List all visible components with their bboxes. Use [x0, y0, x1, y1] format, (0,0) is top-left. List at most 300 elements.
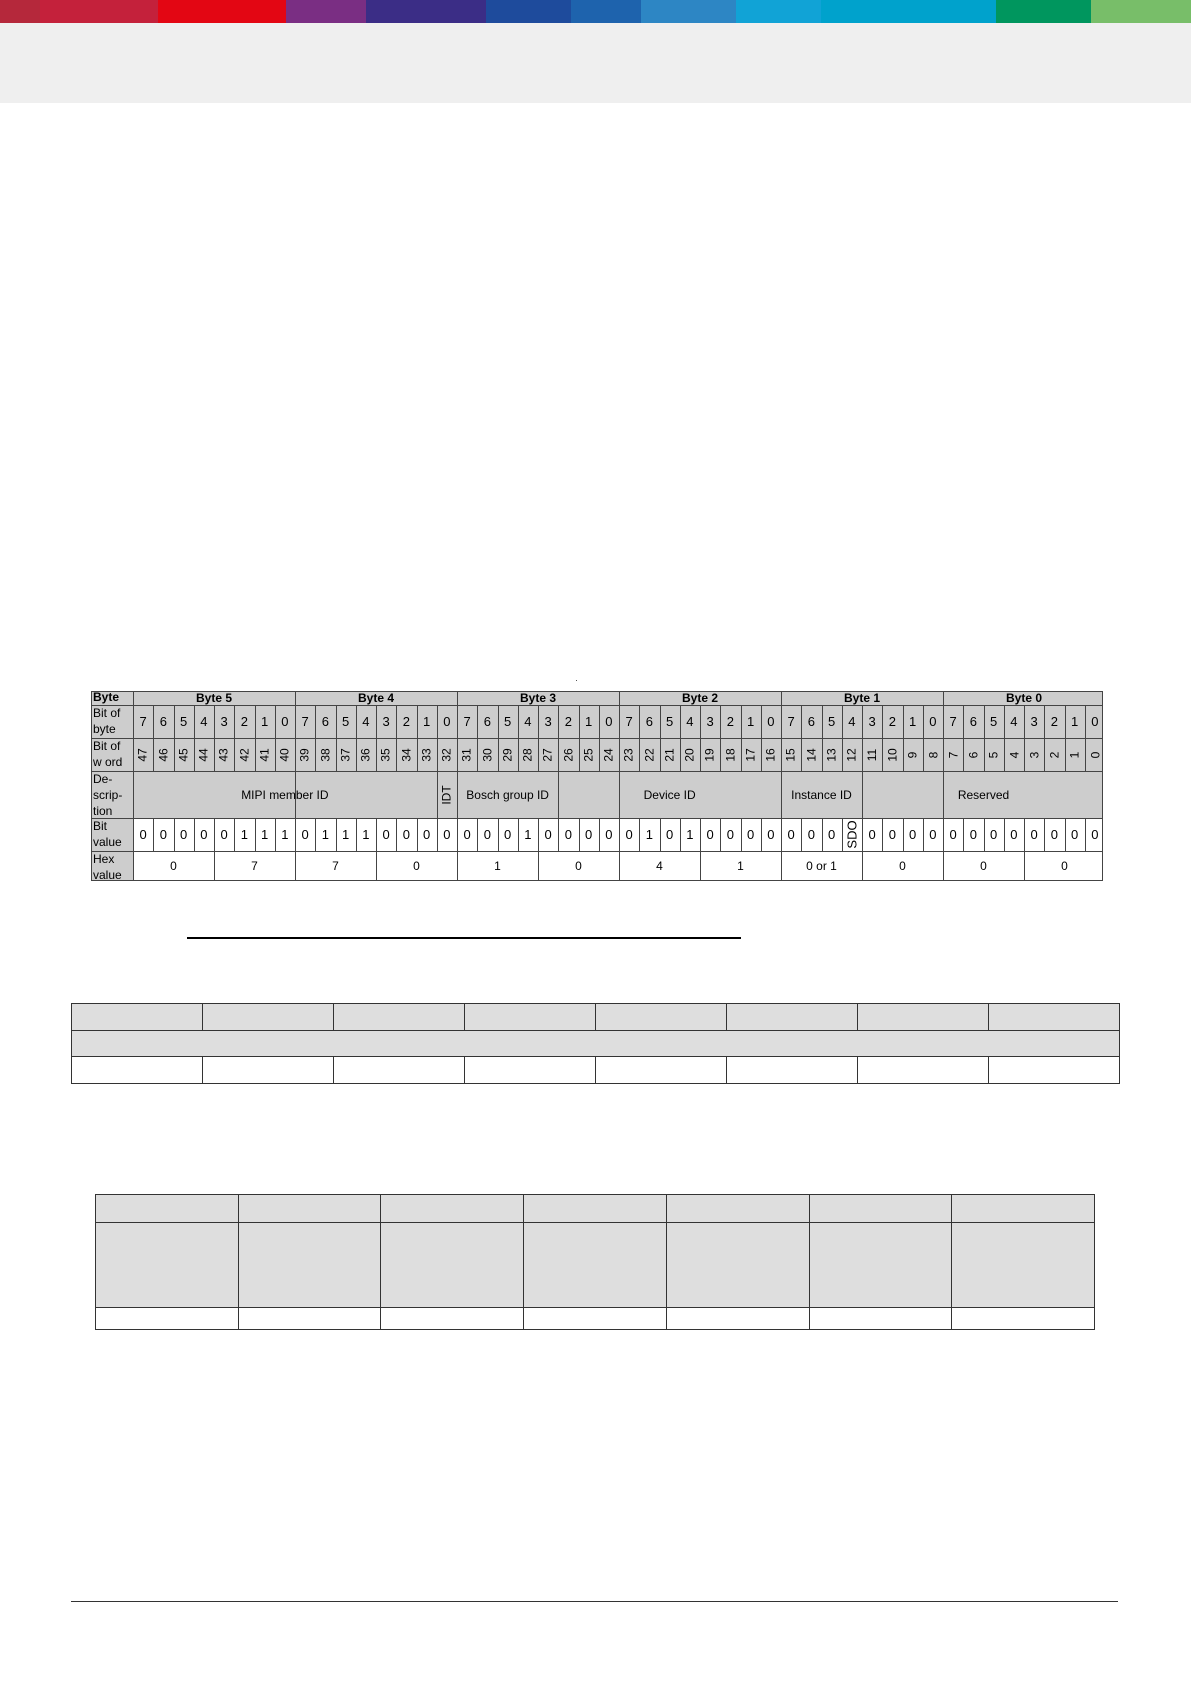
bit-of-byte-cell: 3 [1030, 714, 1038, 729]
row-label-bit-value: Bit value [93, 819, 122, 849]
bit-of-byte-cell: 2 [726, 714, 734, 729]
bit-value: 0 [767, 827, 775, 842]
bit-of-word-cell [781, 738, 801, 771]
hex-value-cell: 0 [899, 859, 906, 873]
stripe-segment [571, 0, 641, 23]
bit-of-byte-cell: 4 [362, 714, 370, 729]
bit-value-cell [720, 818, 740, 851]
table-row [72, 1031, 1120, 1057]
table-cell [989, 1057, 1120, 1084]
hex-value-cell: 0 [170, 859, 177, 873]
bit-value-cell [295, 818, 315, 851]
row-label-description: De- scrip- tion [93, 772, 123, 818]
bit-of-word-value: 0 [1087, 751, 1102, 758]
byte-header: Byte 2 [681, 691, 719, 705]
table-cell [238, 1308, 381, 1330]
bit-value: 1 [342, 827, 350, 842]
bit-of-byte-cell: 1 [585, 714, 593, 729]
bit-value: 0 [585, 827, 593, 842]
table-cell [238, 1195, 381, 1223]
bit-value-cell [599, 818, 619, 851]
bit-value-cell [437, 818, 457, 851]
bit-of-byte-cell: 7 [301, 714, 309, 729]
bit-of-byte-cell: 0 [767, 714, 775, 729]
bit-of-word-cell [741, 738, 761, 771]
bit-of-word-value: 12 [844, 747, 859, 762]
bit-of-word-cell [882, 738, 902, 771]
bit-value-cell [174, 818, 194, 851]
bit-value: 0 [706, 827, 714, 842]
stripe-segment [0, 0, 40, 23]
register-table-7-columns [95, 1194, 1095, 1330]
bit-of-word-cell [194, 738, 214, 771]
bit-of-byte-cell: 5 [180, 714, 188, 729]
bit-value: 1 [524, 827, 532, 842]
bit-value: 0 [463, 827, 471, 842]
bit-value-cell [862, 818, 882, 851]
bit-of-word-value: 45 [176, 747, 191, 762]
table-cell [952, 1223, 1095, 1308]
bit-of-byte-cell: 4 [1010, 714, 1018, 729]
bit-value-cell [984, 818, 1004, 851]
bit-of-word-cell [599, 738, 619, 771]
bit-value: 0 [807, 827, 815, 842]
bit-value: 0 [1010, 827, 1018, 842]
bit-of-word-cell [660, 738, 680, 771]
bit-of-byte-cell: 0 [281, 714, 289, 729]
bit-value: 0 [382, 827, 390, 842]
bit-of-byte-cell: 4 [686, 714, 694, 729]
bit-value-cell [842, 818, 862, 851]
bit-of-byte-cell: 6 [483, 714, 491, 729]
stripe-segment [286, 0, 366, 23]
bit-value: 1 [645, 827, 653, 842]
bit-of-byte-cell: 7 [463, 714, 471, 729]
stripe-segment [736, 0, 821, 23]
table-cell [858, 1057, 989, 1084]
bit-of-byte-cell: 0 [443, 714, 451, 729]
bit-of-byte-cell: 2 [240, 714, 248, 729]
bit-value-cell [761, 818, 781, 851]
bit-of-word-cell [680, 738, 700, 771]
bit-value-cell [498, 818, 518, 851]
stripe-segment [996, 0, 1091, 23]
table-cell [334, 1004, 465, 1031]
bit-of-byte-cell: 7 [787, 714, 795, 729]
bit-value-cell [538, 818, 558, 851]
stripe-segment [821, 0, 996, 23]
bit-of-byte-cell: 3 [382, 714, 390, 729]
bit-of-byte-cell: 5 [666, 714, 674, 729]
bit-of-word-value: 47 [136, 747, 151, 762]
bit-of-word-cell [1024, 738, 1044, 771]
bit-value: 1 [362, 827, 370, 842]
table-cell [381, 1223, 524, 1308]
bit-of-byte-cell: 7 [139, 714, 147, 729]
bit-of-word-value: 13 [824, 747, 839, 762]
bit-of-word-cell [984, 738, 1004, 771]
bit-value: 0 [666, 827, 674, 842]
bit-value: 1 [686, 827, 694, 842]
bit-value-cell [275, 818, 295, 851]
bit-of-word-cell [822, 738, 842, 771]
bit-of-byte-cell: 2 [888, 714, 896, 729]
bit-value-cell [417, 818, 437, 851]
bit-of-word-cell [336, 738, 356, 771]
bit-value: 0 [402, 827, 410, 842]
table-cell [334, 1057, 465, 1084]
bit-value-cell [558, 818, 578, 851]
bit-of-word-value: 2 [1047, 751, 1062, 758]
byte-header: Byte 4 [357, 691, 395, 705]
bit-of-word-cell [801, 738, 821, 771]
bit-of-word-cell [417, 738, 437, 771]
bit-of-word-value: 11 [865, 748, 880, 761]
bit-value: 1 [281, 827, 289, 842]
bit-of-word-cell [558, 738, 578, 771]
byte-header: Byte 3 [519, 691, 557, 705]
bit-of-word-value: 20 [682, 747, 697, 762]
bit-of-word-cell [174, 738, 194, 771]
stripe-segment [641, 0, 736, 23]
bit-value-cell [234, 818, 254, 851]
bit-of-word-cell [963, 738, 983, 771]
bit-of-byte-cell: 5 [342, 714, 350, 729]
description-label: IDT [439, 784, 454, 805]
table-row [96, 1308, 1095, 1330]
description-field [133, 771, 437, 818]
bit-of-word-cell [538, 738, 558, 771]
bit-of-word-cell [315, 738, 335, 771]
table-row [96, 1195, 1095, 1223]
bit-of-byte-cell: 6 [645, 714, 653, 729]
bit-of-byte-cell: 2 [402, 714, 410, 729]
table-cell [858, 1004, 989, 1031]
bit-value-cell [660, 818, 680, 851]
bit-of-word-cell [356, 738, 376, 771]
hex-value-cell: 7 [251, 859, 258, 873]
bit-of-word-cell [1065, 738, 1085, 771]
bit-of-byte-cell: 1 [423, 714, 431, 729]
hex-value-cell: 7 [332, 859, 339, 873]
table-cell [952, 1308, 1095, 1330]
bit-value-cell [457, 818, 477, 851]
bit-of-word-value: 38 [318, 747, 333, 762]
bit-value: 0 [929, 827, 937, 842]
bit-value-cell [1044, 818, 1064, 851]
bit-value-cell [619, 818, 639, 851]
bit-of-word-cell [153, 738, 173, 771]
bit-value: 0 [1030, 827, 1038, 842]
description-field [437, 771, 457, 818]
bit-value: 0 [625, 827, 633, 842]
bit-of-word-cell [579, 738, 599, 771]
bit-of-word-cell [842, 738, 862, 771]
hex-value-cell: 4 [656, 859, 663, 873]
bit-of-word-value: 42 [237, 747, 252, 762]
bit-of-word-value: 17 [743, 747, 758, 762]
bit-value: SDO [844, 820, 860, 849]
bit-of-word-cell [700, 738, 720, 771]
hex-value-cell: 1 [494, 859, 501, 873]
bit-value-cell [477, 818, 497, 851]
table-cell [203, 1004, 334, 1031]
hex-value-cell: 0 or 1 [806, 859, 837, 873]
bit-of-word-value: 16 [763, 747, 778, 762]
register-table-8-columns [71, 1003, 1120, 1084]
bit-value-cell [518, 818, 538, 851]
bit-of-byte-cell: 5 [828, 714, 836, 729]
bit-value: 0 [159, 827, 167, 842]
description-label: Reserved [957, 787, 1010, 802]
bit-of-byte-cell: 1 [1071, 714, 1079, 729]
bit-value: 0 [564, 827, 572, 842]
bit-of-word-value: 46 [156, 747, 171, 762]
bit-value: 0 [787, 827, 795, 842]
bit-of-byte-cell: 7 [949, 714, 957, 729]
bit-of-word-cell [275, 738, 295, 771]
bit-value-cell [680, 818, 700, 851]
hex-value-cell: 0 [980, 859, 987, 873]
bit-of-byte-cell: 5 [504, 714, 512, 729]
bit-of-word-cell [518, 738, 538, 771]
bit-of-word-value: 5 [986, 751, 1001, 758]
bit-value-cell [639, 818, 659, 851]
stripe-segment [1091, 0, 1191, 23]
bit-of-byte-cell: 3 [220, 714, 228, 729]
bit-of-word-cell [376, 738, 396, 771]
table-cell [381, 1308, 524, 1330]
table-cell [465, 1057, 596, 1084]
hex-value-cell: 0 [575, 859, 582, 873]
table-cell [203, 1057, 334, 1084]
bit-value-cell [923, 818, 943, 851]
bit-of-word-value: 37 [338, 747, 353, 762]
table-cell [238, 1223, 381, 1308]
bit-of-word-value: 21 [662, 747, 677, 762]
bit-value-cell [336, 818, 356, 851]
bit-of-word-value: 36 [358, 747, 373, 762]
bit-of-word-value: 39 [298, 747, 313, 762]
bit-of-word-value: 44 [196, 747, 211, 762]
bit-value: 0 [423, 827, 431, 842]
table-cell [809, 1223, 952, 1308]
table-cell [809, 1195, 952, 1223]
description-field [558, 771, 781, 818]
table-cell [596, 1057, 727, 1084]
description-field [457, 771, 558, 818]
bit-of-byte-cell: 0 [1091, 714, 1099, 729]
bit-of-byte-cell: 4 [524, 714, 532, 729]
bit-of-word-value: 7 [946, 751, 961, 758]
bit-value: 0 [139, 827, 147, 842]
bit-of-word-value: 22 [642, 747, 657, 762]
bit-of-word-value: 27 [541, 747, 556, 762]
bit-of-byte-cell: 6 [321, 714, 329, 729]
bit-of-word-value: 4 [1006, 751, 1021, 758]
stray-mark [576, 680, 577, 681]
bit-of-byte-cell: 0 [929, 714, 937, 729]
table-cell [809, 1308, 952, 1330]
bit-value-cell [214, 818, 234, 851]
bit-of-word-cell [457, 738, 477, 771]
bit-of-word-cell [903, 738, 923, 771]
table-cell [666, 1195, 809, 1223]
table-cell [465, 1004, 596, 1031]
bit-of-word-value: 43 [217, 747, 232, 762]
bit-of-word-cell [862, 738, 882, 771]
bit-of-byte-cell: 4 [848, 714, 856, 729]
bit-value: 0 [747, 827, 755, 842]
bit-of-byte-cell: 1 [261, 714, 269, 729]
bit-value-cell [579, 818, 599, 851]
bit-of-word-cell [477, 738, 497, 771]
bit-value: 0 [1050, 827, 1058, 842]
stripe-segment [40, 0, 158, 23]
bit-of-word-cell [619, 738, 639, 771]
bit-value-cell [700, 818, 720, 851]
bit-value: 0 [888, 827, 896, 842]
footer-rule [71, 1601, 1118, 1602]
bit-of-word-cell [234, 738, 254, 771]
description-label: Instance ID [791, 787, 852, 802]
bit-of-word-value: 10 [885, 747, 900, 762]
bit-value-cell [741, 818, 761, 851]
hex-value-cell: 0 [1061, 859, 1068, 873]
stripe-segment [486, 0, 571, 23]
bit-of-word-value: 15 [784, 747, 799, 762]
bit-of-word-value: 14 [804, 747, 819, 762]
bit-value-cell [822, 818, 842, 851]
byte-header: Byte 5 [195, 691, 233, 705]
table-row [72, 1057, 1120, 1084]
bit-value: 0 [443, 827, 451, 842]
bit-of-word-cell [1004, 738, 1024, 771]
bit-value: 0 [909, 827, 917, 842]
description-field [781, 771, 862, 818]
bit-of-byte-cell: 3 [868, 714, 876, 729]
table-cell [524, 1308, 667, 1330]
bit-of-byte-cell: 2 [564, 714, 572, 729]
hex-value-cell: 0 [413, 859, 420, 873]
bit-value: 0 [828, 827, 836, 842]
table-cell [96, 1195, 239, 1223]
bit-of-word-value: 26 [561, 747, 576, 762]
bit-of-word-value: 28 [520, 747, 535, 762]
bit-value-cell [194, 818, 214, 851]
bit-value: 1 [261, 827, 269, 842]
bit-of-word-value: 19 [703, 747, 718, 762]
caption-underline [187, 937, 741, 939]
bit-of-word-value: 18 [723, 747, 738, 762]
table-cell [952, 1195, 1095, 1223]
bit-value: 1 [240, 827, 248, 842]
bit-value-cell [801, 818, 821, 851]
bit-value-cell [133, 818, 153, 851]
bit-value: 0 [200, 827, 208, 842]
bit-of-word-cell [214, 738, 234, 771]
table-cell [596, 1004, 727, 1031]
bit-value: 0 [1091, 827, 1099, 842]
bit-value: 0 [726, 827, 734, 842]
table-cell [381, 1195, 524, 1223]
bit-value-cell [255, 818, 275, 851]
bit-of-word-cell [295, 738, 315, 771]
byte-header: Byte 0 [1005, 691, 1043, 705]
bit-of-word-cell [943, 738, 963, 771]
table-cell [72, 1004, 203, 1031]
table-cell [96, 1223, 239, 1308]
bit-of-byte-cell: 6 [159, 714, 167, 729]
bit-of-word-value: 33 [419, 747, 434, 762]
table-cell [524, 1223, 667, 1308]
table-cell [727, 1057, 858, 1084]
hex-value-cell: 1 [737, 859, 744, 873]
bit-of-word-value: 3 [1027, 751, 1042, 758]
bit-of-word-value: 9 [905, 751, 920, 758]
table-cell [727, 1004, 858, 1031]
row-label-bit-of-word: Bit of w ord [93, 739, 123, 769]
bit-of-word-value: 24 [601, 747, 616, 762]
bit-of-word-value: 35 [379, 747, 394, 762]
bit-of-word-value: 41 [257, 747, 272, 762]
bit-of-word-value: 1 [1067, 751, 1082, 758]
bit-of-word-cell [1085, 738, 1105, 771]
bit-of-byte-cell: 6 [969, 714, 977, 729]
table-cell [666, 1223, 809, 1308]
bit-of-word-value: 8 [925, 751, 940, 758]
table-cell [72, 1031, 1120, 1057]
table-cell [96, 1308, 239, 1330]
bit-of-word-cell [396, 738, 416, 771]
stripe-segment [366, 0, 486, 23]
table-cell [666, 1308, 809, 1330]
bit-value: 0 [504, 827, 512, 842]
bit-value-cell [315, 818, 335, 851]
bit-value: 0 [1071, 827, 1079, 842]
bit-value-cell [153, 818, 173, 851]
bit-of-word-cell [761, 738, 781, 771]
row-label-bit-of-byte: Bit of byte [93, 706, 121, 736]
bit-of-word-cell [1044, 738, 1064, 771]
table-cell [72, 1057, 203, 1084]
bit-of-word-value: 30 [480, 747, 495, 762]
description-label: Bosch group ID [466, 787, 549, 802]
bit-of-byte-cell: 5 [990, 714, 998, 729]
header-band [0, 23, 1191, 103]
bit-value: 0 [969, 827, 977, 842]
bit-value: 0 [990, 827, 998, 842]
bit-of-byte-cell: 1 [909, 714, 917, 729]
row-label-byte: Byte [93, 690, 120, 704]
bit-value: 0 [949, 827, 957, 842]
table-row [96, 1223, 1095, 1308]
bit-value-cell [376, 818, 396, 851]
table-cell [989, 1004, 1120, 1031]
bit-value-cell [1024, 818, 1044, 851]
bit-value: 0 [544, 827, 552, 842]
bit-of-word-cell [437, 738, 457, 771]
bit-value: 0 [301, 827, 309, 842]
description-label: MIPI member ID [241, 787, 329, 802]
bit-of-word-cell [923, 738, 943, 771]
device-id-bit-table [91, 691, 1103, 881]
bit-of-word-value: 32 [439, 747, 454, 762]
bit-of-byte-cell: 1 [747, 714, 755, 729]
bit-value: 0 [483, 827, 491, 842]
bit-of-word-cell [639, 738, 659, 771]
bit-of-byte-cell: 0 [605, 714, 613, 729]
